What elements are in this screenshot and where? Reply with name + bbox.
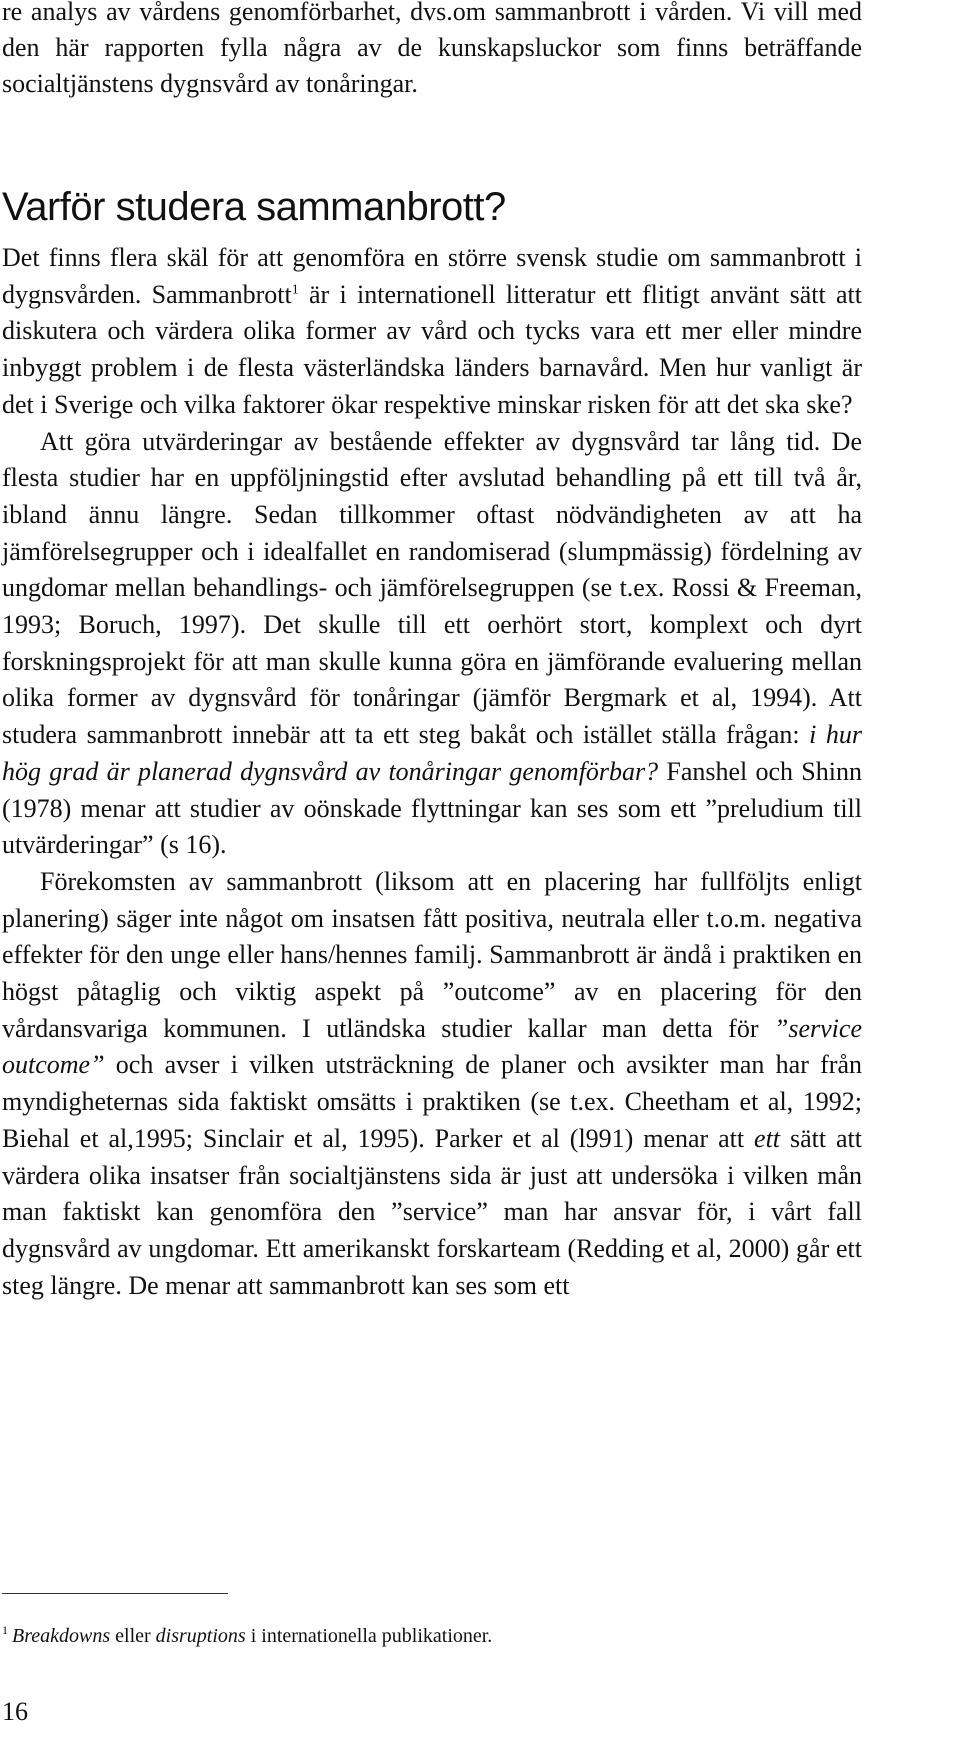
section-body [2,240,862,1304]
body-paragraph-3-italic-1: ”service outcome” [2,1013,862,1080]
footnote-text-mid: eller [110,1625,156,1647]
body-paragraph-2-text-a: Att göra utvärderingar av bestående effekter av dygnsvård tar lång tid. De flesta studier har en uppföljningstid efter avslutad behandling på ett till två år, ibland ännu längre. Sedan tillkommer oftast nödvändigheten av att ha jämförelsegrupper och i idealfallet en randomiserad (slumpmässig) fördelning av ungdomar mellan behandlings- och jämförelsegruppen (se t.ex. Rossi & Freeman, 1993; Boruch, 1997). Det skulle till ett oerhört stort, komplext och dyrt forskningsprojekt för att man skulle kunna göra en jämförande evaluering mellan olika former av dygnsvård för tonåringar (jämför Bergmark et al, 1994). Att studera sammanbrott innebär att ta ett steg bakåt och istället ställa frågan: [2,426,862,750]
body-paragraph-3-italic-2: ett [754,1123,781,1153]
body-paragraph-2-text-b: Fanshel och Shinn (1978) menar att studier av oönskade flyttningar kan ses som ett ”preludium till utvärderingar” (s 16). [2,756,862,860]
footnote-reference: 1 [291,282,299,298]
body-paragraph-3-text-c: sätt att värdera olika insatser från socialtjänstens sida är just att undersöka i vilken mån man faktiskt kan genomföra den ”service” man har ansvar för, i vårt fall dygnsvård av ungdomar. Ett amerikanskt forskarteam (Redding et al, 2000) går ett steg längre. De menar att sammanbrott kan ses som ett [2,1123,862,1300]
page-number: 16 [2,1697,28,1726]
footnote-mark: 1 [2,1623,8,1638]
body-paragraph-3-text-a: Förekomsten av sammanbrott (liksom att en placering har fullföljts enligt planering) säger inte något om insatsen fått positiva, neutrala eller t.o.m. negativa effekter för den unge eller hans/hennes familj. Sammanbrott är ändå i praktiken en högst påtaglig och viktig aspekt på ”outcome” av en placering för den vårdansvariga kommunen. I utländska studier kallar man detta för [2,866,862,1043]
footnote-italic-2: disruptions [155,1625,246,1647]
body-paragraph-1 [2,240,862,424]
footnote-divider [2,1593,228,1594]
footnote [2,1622,492,1650]
body-paragraph-1-text-b: är i internationell litteratur ett flitigt använt sätt att diskutera och värdera olika former av vård och tycks vara ett mer eller mindre inbyggt problem i de flesta västerländska länders barnavård. Men hur vanligt är det i Sverige och vilka faktorer ökar respektive minskar risken för att det ska ske? [2,279,862,419]
body-paragraph-2-italic: i hur hög grad är planerad dygnsvård av tonåringar genomförbar? [2,720,863,786]
body-paragraph-3 [2,864,862,1304]
body-paragraph-3-text-b: och avser i vilken utsträckning de planer och avsikter man har från myndigheternas sida faktiskt omsätts i praktiken (se t.ex. Cheetham et al, 1992; Biehal et al,1995; Sinclair et al, 1995). Parker et al (l991) menar att [2,1050,862,1153]
section-heading: Varför studera sammanbrott? [2,185,506,229]
body-paragraph-2 [2,424,862,864]
intro-paragraph: re analys av vårdens genomförbarhet, dvs.om sammanbrott i vården. Vi vill med den här rapporten fylla några av de kunskapsluckor som finns beträffande socialtjänstens dygnsvård av tonåringar. [2,0,862,98]
footnote-italic-1: Breakdowns [12,1625,111,1647]
footnote-text-end: i internationella publikationer. [245,1625,493,1647]
body-paragraph-1-text-a: Det finns flera skäl för att genomföra en större svensk studie om sammanbrott i dygnsvården. Sammanbrott [2,243,862,309]
